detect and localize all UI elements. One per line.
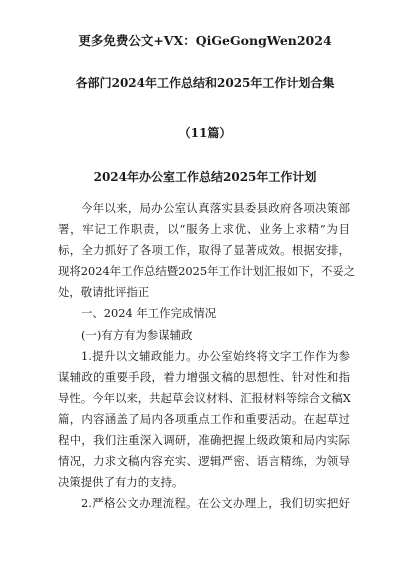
body-line: 导性。今年以来，共起草会议材料、汇报材料等综合文稿X xyxy=(58,390,351,405)
body-line: 今年以来，局办公室认真落实县委县政府各项决策部 xyxy=(81,201,350,215)
body-line: 情况，力求文稿内容充实、逻辑严密、语言精练，为领导 xyxy=(58,454,350,469)
subsection-heading: (一)有方有为参谋辅政 xyxy=(81,327,193,342)
body-line: 谋辅政的重要手段，着力增强文稿的思想性、针对性和指 xyxy=(58,369,350,384)
body-line: 处，敬请批评指正 xyxy=(58,285,150,300)
body-line: 2.严格公文办理流程。在公文办理上，我们切实把好 xyxy=(81,496,350,511)
document-title: 各部门2024年工作总结和2025年工作计划合集 xyxy=(75,76,335,90)
body-line: 决策提供了有力的支持。 xyxy=(58,475,184,490)
body-line: 程中，我们注重深入调研，准确把握上级政策和局内实际 xyxy=(58,433,350,448)
section-heading: 一、2024 年工作完成情况 xyxy=(81,306,217,321)
document-count: （11篇） xyxy=(178,126,232,140)
document-body xyxy=(58,198,356,514)
body-line: 篇，内容涵盖了局内各项重点工作和重要活动。在起草过 xyxy=(58,411,350,426)
promo-header: 更多免费公文+VX：QiGeGongWen2024 xyxy=(78,33,332,48)
body-line: 现将2024年工作总结暨2025年工作计划汇报如下，不妥之 xyxy=(58,264,356,279)
body-line: 署，牢记工作职责，以“服务上求优、业务上求精”为目 xyxy=(58,222,350,237)
body-line: 标，全力抓好了各项工作，取得了显著成效。根据安排， xyxy=(58,243,350,258)
body-line: 1.提升以文辅政能力。办公室始终将文字工作作为参 xyxy=(81,348,350,363)
section-title: 2024年办公室工作总结2025年工作计划 xyxy=(93,170,317,184)
